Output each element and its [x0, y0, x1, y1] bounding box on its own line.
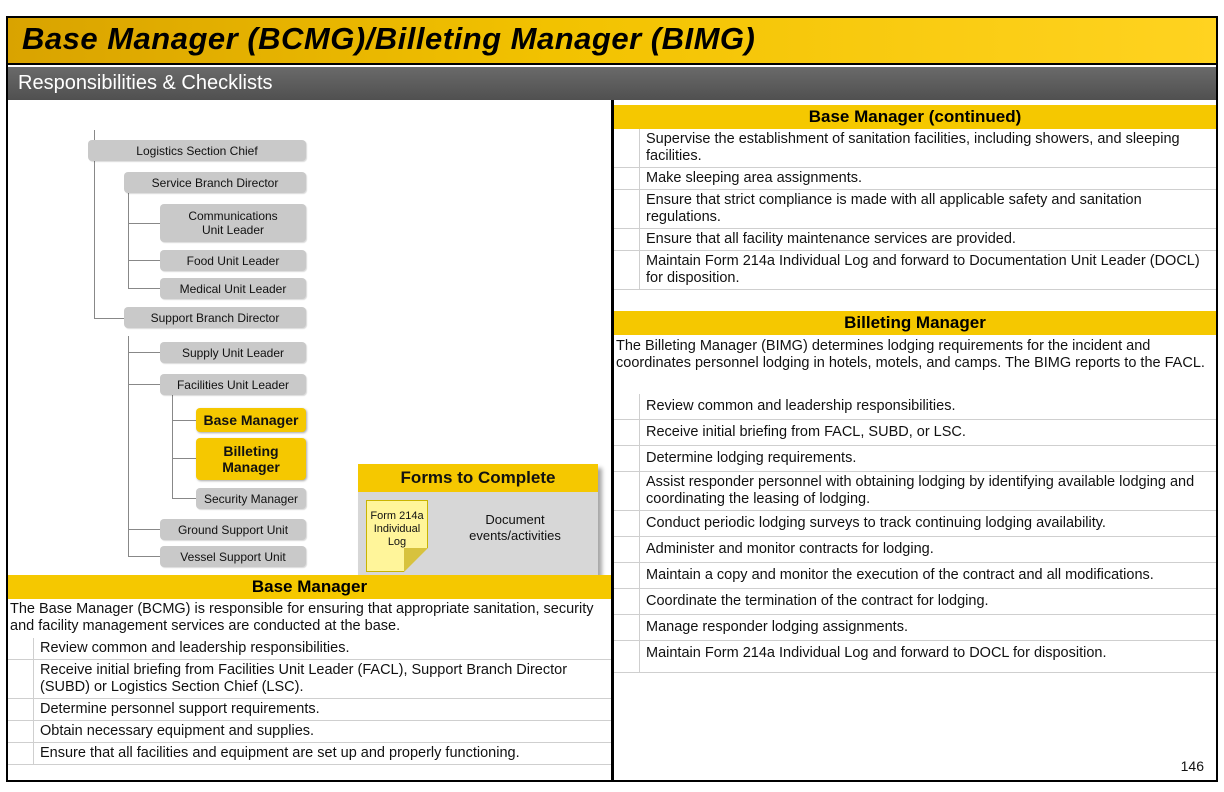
list-item: Coordinate the termination of the contract for lodging. — [614, 589, 1216, 615]
form-name: Form 214a Individual Log — [370, 510, 424, 548]
base-manager-header: Base Manager — [8, 575, 611, 599]
list-item: Supervise the establishment of sanitation facilities, including showers, and sleeping facilities. — [614, 129, 1216, 168]
check-gutter[interactable] — [614, 446, 640, 471]
page-title: Base Manager (BCMG)/Billeting Manager (BIMG) — [22, 21, 756, 56]
list-item: Maintain a copy and monitor the execution of the contract and all modifications. — [614, 563, 1216, 589]
list-item: Receive initial briefing from FACL, SUBD, or LSC. — [614, 420, 1216, 446]
check-gutter[interactable] — [614, 129, 640, 167]
logistics-section-chief-box: Logistics Section Chief — [88, 140, 306, 161]
base-manager-continued-checklist — [614, 129, 1216, 290]
connector-line — [128, 384, 162, 385]
connector-line — [172, 458, 198, 459]
connector-line — [172, 395, 173, 499]
check-gutter[interactable] — [614, 472, 640, 510]
facilities-unit-leader-box: Facilities Unit Leader — [160, 374, 306, 395]
list-item: Assist responder personnel with obtaining lodging by identifying available lodging and coordinating the leasing of lodging. — [614, 472, 1216, 511]
support-branch-director-box: Support Branch Director — [124, 307, 306, 328]
check-gutter[interactable] — [8, 699, 34, 720]
billeting-manager-intro: The Billeting Manager (BIMG) determines lodging requirements for the incident and coordinates personnel lodging in hotels, motels, and camps. The BIMG reports to the FACL. — [616, 338, 1205, 371]
ground-support-unit-box: Ground Support Unit — [160, 519, 306, 540]
form-description: Document events/activities — [469, 512, 561, 543]
check-gutter[interactable] — [8, 743, 34, 764]
connector-line — [128, 288, 162, 289]
check-gutter[interactable] — [8, 638, 34, 659]
check-gutter[interactable] — [614, 641, 640, 672]
supply-unit-leader-box: Supply Unit Leader — [160, 342, 306, 363]
check-gutter[interactable] — [614, 563, 640, 588]
list-item: Conduct periodic lodging surveys to track continuing lodging availability. — [614, 511, 1216, 537]
list-item: Determine personnel support requirements. — [8, 699, 611, 721]
check-gutter[interactable] — [614, 190, 640, 228]
list-item: Receive initial briefing from Facilities Unit Leader (FACL), Support Branch Director (SUBD) or Logistics Section Chief (LSC). — [8, 660, 611, 699]
check-gutter[interactable] — [614, 229, 640, 250]
subtitle-bar — [8, 67, 1216, 100]
billeting-manager-header: Billeting Manager — [614, 311, 1216, 335]
forms-to-complete-panel — [358, 464, 598, 584]
check-gutter[interactable] — [614, 589, 640, 614]
page-frame — [6, 16, 1218, 782]
list-item: Ensure that all facilities and equipment are set up and properly functioning. — [8, 743, 611, 765]
page-subtitle: Responsibilities & Checklists — [18, 72, 273, 94]
list-item: Review common and leadership responsibilities. — [8, 638, 611, 660]
check-gutter[interactable] — [8, 721, 34, 742]
check-gutter[interactable] — [614, 420, 640, 445]
list-item: Ensure that strict compliance is made with all applicable safety and sanitation regulations. — [614, 190, 1216, 229]
connector-line — [128, 352, 162, 353]
security-manager-box: Security Manager — [196, 488, 306, 509]
list-item: Review common and leadership responsibilities. — [614, 394, 1216, 420]
billeting-manager-box: Billeting Manager — [196, 438, 306, 480]
connector-line — [94, 318, 126, 319]
connector-line — [128, 223, 162, 224]
check-gutter[interactable] — [614, 537, 640, 562]
title-bar — [8, 18, 1216, 65]
check-gutter[interactable] — [614, 168, 640, 189]
list-item: Make sleeping area assignments. — [614, 168, 1216, 190]
org-chart — [8, 100, 611, 575]
list-item: Obtain necessary equipment and supplies. — [8, 721, 611, 743]
connector-line — [128, 336, 129, 556]
check-gutter[interactable] — [614, 251, 640, 289]
list-item: Maintain Form 214a Individual Log and forward to Documentation Unit Leader (DOCL) for disposition. — [614, 251, 1216, 290]
billeting-manager-checklist — [614, 394, 1216, 673]
medical-unit-leader-box: Medical Unit Leader — [160, 278, 306, 299]
check-gutter[interactable] — [614, 511, 640, 536]
service-branch-director-box: Service Branch Director — [124, 172, 306, 193]
list-item: Determine lodging requirements. — [614, 446, 1216, 472]
vessel-support-unit-box: Vessel Support Unit — [160, 546, 306, 567]
forms-header: Forms to Complete — [358, 464, 598, 492]
connector-line — [128, 191, 129, 289]
connector-line — [128, 260, 162, 261]
base-manager-intro: The Base Manager (BCMG) is responsible for ensuring that appropriate sanitation, security and facility management services are conducted at the base. — [10, 601, 594, 634]
list-item: Administer and monitor contracts for lodging. — [614, 537, 1216, 563]
check-gutter[interactable] — [8, 660, 34, 698]
base-manager-checklist — [8, 638, 611, 765]
base-manager-continued-header: Base Manager (continued) — [614, 105, 1216, 129]
base-manager-box: Base Manager — [196, 408, 306, 432]
list-item: Ensure that all facility maintenance services are provided. — [614, 229, 1216, 251]
food-unit-leader-box: Food Unit Leader — [160, 250, 306, 271]
connector-line — [172, 420, 198, 421]
list-item: Manage responder lodging assignments. — [614, 615, 1216, 641]
connector-line — [128, 556, 162, 557]
form-214a-note — [366, 500, 428, 572]
check-gutter[interactable] — [614, 394, 640, 419]
list-item: Maintain Form 214a Individual Log and forward to DOCL for disposition. — [614, 641, 1216, 673]
connector-line — [172, 498, 198, 499]
check-gutter[interactable] — [614, 615, 640, 640]
communications-unit-leader-box: Communications Unit Leader — [160, 204, 306, 242]
connector-line — [128, 529, 162, 530]
page-number: 146 — [1180, 758, 1204, 774]
page-fold-icon — [404, 548, 428, 572]
